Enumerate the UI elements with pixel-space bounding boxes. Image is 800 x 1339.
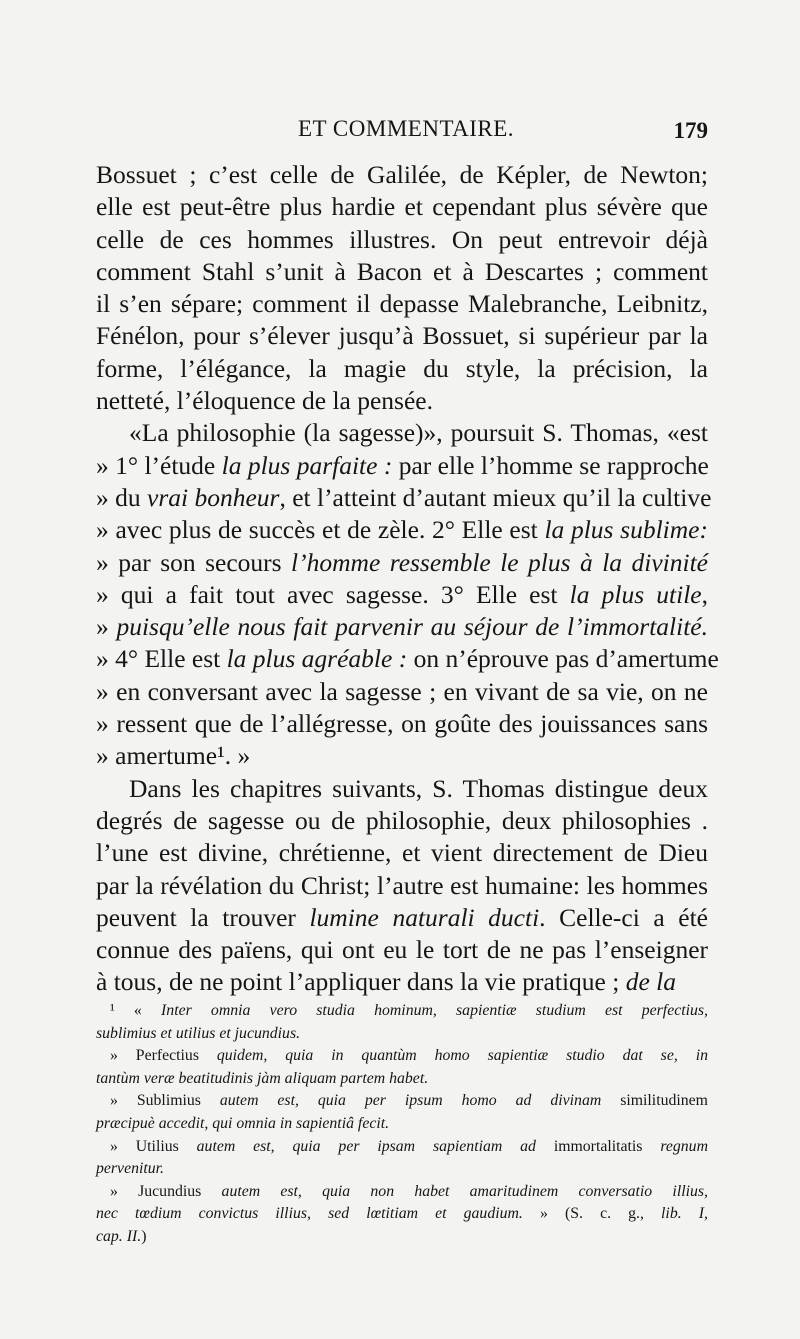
text-line-segment: puisqu’elle nous fait parvenir au séjour de l’immortalité. bbox=[116, 612, 708, 642]
text-line-segment: , bbox=[701, 579, 708, 609]
text-line-16 bbox=[96, 643, 719, 675]
text-line-22: l’une est divine, chrétienne, et vient directement de Dieu bbox=[96, 838, 708, 868]
footnote-line-2 bbox=[96, 1023, 708, 1046]
footnote-line-segment: similitudinem bbox=[601, 1092, 708, 1110]
text-line-18: » ressent que de l’allégresse, on goûte des jouissances sans bbox=[96, 709, 708, 739]
footnote-line-segment: nec tœdium convictus illius, sed lœtitiam et gaudium. bbox=[96, 1205, 523, 1223]
footnote-line-segment: sublimius et utilius et jucundius. bbox=[96, 1024, 301, 1042]
text-line-segment: de la bbox=[625, 967, 676, 997]
footnote-line-segment: immortalitatis bbox=[535, 1137, 661, 1155]
footnote-line-segment: regnum bbox=[660, 1137, 708, 1155]
footnote-line-segment: præcipuè accedit, qui omnia in sapientiâ fecit. bbox=[96, 1114, 390, 1132]
running-title: ET COMMENTAIRE. bbox=[298, 116, 515, 141]
text-line-segment: . Celle-ci a été bbox=[539, 902, 708, 932]
text-line-5: il s’en sépare; comment il depasse Malebranche, Leibnitz, bbox=[96, 289, 708, 319]
footnote-line-3 bbox=[96, 1045, 708, 1068]
text-line-segment: par elle l’homme se rapproche bbox=[392, 450, 709, 480]
footnote-line-segment: cap. II. bbox=[96, 1227, 142, 1245]
text-line-segment: vrai bonheur bbox=[147, 482, 280, 512]
footnote-line-segment: » Perfectius bbox=[110, 1047, 217, 1065]
text-line-segment: on n’éprouve pas d’amertume bbox=[407, 644, 719, 674]
text-line-17: » en conversant avec la sagesse ; en vivant de sa vie, on ne bbox=[96, 676, 708, 706]
footnote-line-5 bbox=[96, 1090, 708, 1113]
footnote-line-6 bbox=[96, 1113, 708, 1136]
text-line-segment: » bbox=[96, 612, 117, 642]
page-number: 179 bbox=[673, 118, 708, 143]
text-line-26 bbox=[96, 966, 708, 998]
footnote-line-segment: » Jucundius bbox=[110, 1182, 222, 1200]
footnote-line-segment: » Sublimius bbox=[110, 1092, 220, 1110]
footnote-line-9 bbox=[96, 1181, 708, 1204]
text-line-20: Dans les chapitres suivants, S. Thomas distingue deux bbox=[129, 773, 708, 803]
text-line-23: par la révélation du Christ; l’autre est humaine: les hommes bbox=[96, 870, 708, 900]
text-line-segment: » avec plus de succès et de zèle. 2° Elle est bbox=[96, 515, 545, 545]
text-line-segment: l’homme ressemble le plus à la divinité bbox=[291, 547, 708, 577]
footnote-line-8 bbox=[96, 1158, 708, 1181]
footnote-line-segment: autem est, quia non habet amaritudinem conversatio illius, bbox=[221, 1182, 708, 1200]
text-line-12 bbox=[96, 514, 708, 546]
text-line-24 bbox=[96, 902, 708, 934]
footnote-line-segment: Inter omnia vero studia hominum, sapientiæ studium est perfectius, bbox=[161, 1002, 708, 1019]
text-line-segment: » 1° l’étude bbox=[96, 450, 222, 480]
text-line-6: Fénélon, pour s’élever jusqu’à Bossuet, si supérieur par la bbox=[96, 321, 708, 351]
text-line-21: degrés de sagesse ou de philosophie, deux philosophies . bbox=[96, 805, 708, 835]
text-line-segment: » qui a fait tout avec sagesse. 3° Elle est bbox=[96, 579, 570, 609]
footnote-line-segment: » Utilius bbox=[110, 1137, 197, 1155]
text-line-8: netteté, l’éloquence de la pensée. bbox=[96, 386, 433, 416]
text-line-segment: » du bbox=[96, 482, 147, 512]
text-line-9: «La philosophie (la sagesse)», poursuit S. Thomas, «est bbox=[129, 418, 708, 448]
text-line-10 bbox=[96, 450, 708, 482]
text-line-segment: , et l’atteint d’autant mieux qu’il la cultive bbox=[279, 482, 712, 512]
footnote-line-segment: ¹ « bbox=[110, 1002, 162, 1019]
footnote-line-1 bbox=[96, 1000, 708, 1023]
footnotes bbox=[96, 1000, 708, 1249]
text-line-25: connue des païens, qui ont eu le tort de ne pas l’enseigner bbox=[96, 935, 708, 965]
footnote-line-segment: ) bbox=[141, 1227, 147, 1245]
text-line-19: » amertume¹. » bbox=[96, 741, 251, 771]
footnote-line-segment: tantùm veræ beatitudinis jàm aliquam partem habet. bbox=[96, 1069, 429, 1087]
text-line-7: forme, l’élégance, la magie du style, la précision, la bbox=[96, 353, 708, 383]
text-line-segment: la plus parfaite : bbox=[221, 450, 393, 480]
text-line-14 bbox=[96, 579, 708, 611]
text-line-15 bbox=[96, 611, 708, 643]
text-line-1: Bossuet ; c’est celle de Galilée, de Képler, de Newton; bbox=[96, 160, 708, 189]
text-line-3: celle de ces hommes illustres. On peut entrevoir déjà bbox=[96, 224, 708, 254]
footnote-line-segment: lib. I, bbox=[661, 1205, 708, 1223]
footnote-line-segment: pervenitur. bbox=[96, 1160, 165, 1178]
footnote-line-segment: » (S. c. g., bbox=[522, 1205, 662, 1223]
text-line-2: elle est peut-être plus hardie et cependant plus sévère que bbox=[96, 192, 708, 222]
text-line-segment: la plus sublime: bbox=[544, 515, 708, 545]
text-line-segment: » 4° Elle est bbox=[96, 644, 227, 674]
text-line-segment: la plus agréable : bbox=[226, 644, 408, 674]
footnote-line-11 bbox=[96, 1226, 708, 1249]
page-header bbox=[96, 116, 708, 146]
footnote-line-10 bbox=[96, 1203, 708, 1226]
footnote-line-segment: autem est, quia per ipsam sapientiam ad bbox=[196, 1137, 536, 1155]
footnote-line-7 bbox=[96, 1136, 708, 1159]
body-text bbox=[96, 159, 719, 999]
text-line-segment: la plus utile bbox=[569, 579, 702, 609]
footnote-line-4 bbox=[96, 1068, 708, 1091]
text-line-segment: peuvent la trouver bbox=[96, 902, 310, 932]
footnote-line-segment: quidem, quia in quantùm homo sapientiæ studio dat se, in bbox=[216, 1047, 708, 1065]
text-line-11 bbox=[96, 482, 712, 514]
text-line-13 bbox=[96, 547, 708, 579]
text-line-segment: lumine naturali ducti bbox=[309, 902, 540, 932]
footnote-line-segment: autem est, quia per ipsum homo ad divinam bbox=[219, 1092, 602, 1110]
text-line-4: comment Stahl s’unit à Bacon et à Descartes ; comment bbox=[96, 256, 708, 286]
text-line-segment: à tous, de ne point l’appliquer dans la vie pratique ; bbox=[96, 967, 626, 997]
text-line-segment: » par son secours bbox=[96, 547, 292, 577]
